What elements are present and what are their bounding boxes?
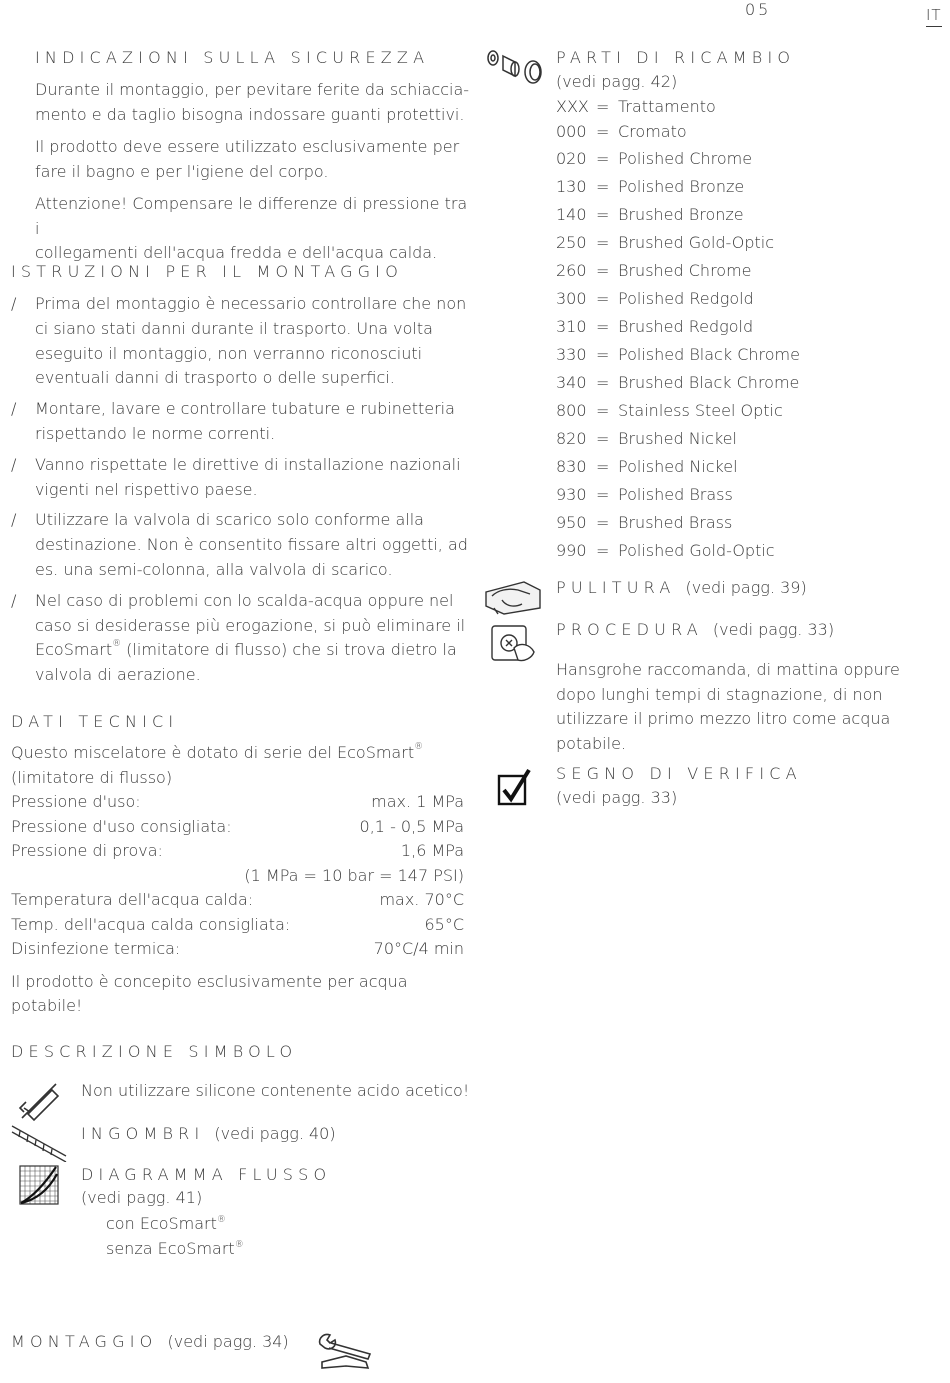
parts-code: 950 bbox=[556, 513, 587, 532]
parts-code: 250 bbox=[556, 233, 587, 252]
check-ref: (vedi pagg. 33) bbox=[556, 788, 678, 807]
parts-eq: = bbox=[596, 97, 610, 116]
montaggio-ref: (vedi pagg. 34) bbox=[167, 1332, 289, 1351]
parts-row bbox=[556, 229, 800, 257]
parts-row bbox=[556, 95, 800, 119]
assembly-item bbox=[11, 292, 471, 391]
parts-code: 330 bbox=[556, 345, 587, 364]
symbols-heading: DESCRIZIONE SIMBOLO bbox=[11, 1042, 298, 1061]
parts-name: Brushed Redgold bbox=[618, 317, 754, 336]
item-line: Montare, lavare e controllare tubature e rubinetteria bbox=[35, 399, 455, 419]
parts-name: Polished Chrome bbox=[618, 149, 753, 168]
parts-row bbox=[556, 453, 800, 481]
parts-list bbox=[556, 95, 800, 565]
tech-row bbox=[11, 888, 464, 913]
parts-name: Polished Bronze bbox=[618, 177, 745, 196]
parts-eq: = bbox=[596, 289, 610, 308]
parts-code: 300 bbox=[556, 289, 587, 308]
safety-line: Il prodotto deve essere utilizzato esclusivamente per bbox=[35, 137, 460, 156]
parts-eq: = bbox=[596, 485, 610, 504]
item-line: caso si desiderasse più erogazione, si può eliminare il bbox=[35, 615, 466, 635]
parts-eq: = bbox=[596, 345, 610, 364]
bullet-slash: / bbox=[11, 590, 17, 610]
tech-data bbox=[11, 741, 464, 1019]
parts-name: Stainless Steel Optic bbox=[618, 401, 783, 420]
assembly-item bbox=[11, 453, 471, 503]
parts-name: Polished Nickel bbox=[618, 457, 738, 476]
parts-name: Brushed Bronze bbox=[618, 205, 744, 224]
montaggio-title: MONTAGGIO bbox=[11, 1332, 158, 1351]
tech-intro: Questo miscelatore è dotato di serie del EcoSmart® bbox=[11, 742, 424, 762]
cleaning-ref: (vedi pagg. 39) bbox=[685, 578, 807, 597]
procedure-line: Hansgrohe raccomanda, di mattina oppure bbox=[556, 660, 900, 679]
item-line: Vanno rispettate le direttive di installazione nazionali bbox=[35, 454, 461, 474]
item-line: vigenti nel rispettivo paese. bbox=[35, 479, 258, 499]
parts-name: Cromato bbox=[618, 122, 687, 141]
parts-code: 020 bbox=[556, 149, 587, 168]
tech-label: Temperatura dell'acqua calda: bbox=[11, 890, 254, 909]
silicone-warning: Non utilizzare silicone contenente acido acetico! bbox=[81, 1081, 470, 1100]
tech-note: Il prodotto è concepito esclusivamente per acqua bbox=[11, 971, 408, 991]
diagram-heading: DIAGRAMMA FLUSSO bbox=[81, 1165, 332, 1184]
parts-eq: = bbox=[596, 457, 610, 476]
tech-value: 65°C bbox=[424, 914, 464, 934]
ingombri-title: INGOMBRI bbox=[81, 1124, 205, 1143]
parts-code: XXX bbox=[556, 97, 589, 116]
cleaning-hand-icon bbox=[484, 578, 544, 618]
parts-eq: = bbox=[596, 149, 610, 168]
parts-name: Brushed Chrome bbox=[618, 261, 752, 280]
parts-row bbox=[556, 425, 800, 453]
safety-line: mento e da taglio bisogna indossare guanti protettivi. bbox=[35, 104, 465, 124]
ingombri-heading bbox=[81, 1124, 336, 1143]
safety-line: fare il bagno e per l'igiene del corpo. bbox=[35, 161, 329, 181]
tech-value: 0,1 - 0,5 MPa bbox=[359, 816, 464, 836]
tech-note: potabile! bbox=[11, 996, 83, 1015]
parts-code: 000 bbox=[556, 122, 587, 141]
bullet-slash: / bbox=[11, 454, 17, 474]
item-line: valvola di aerazione. bbox=[35, 665, 201, 685]
parts-heading: PARTI DI RICAMBIO bbox=[556, 48, 796, 67]
assembly-list bbox=[11, 292, 471, 694]
procedure-heading bbox=[556, 620, 834, 639]
page-number: 05 bbox=[745, 0, 772, 19]
parts-eq: = bbox=[596, 401, 610, 420]
wrench-icon bbox=[316, 1330, 374, 1372]
assembly-heading: ISTRUZIONI PER IL MONTAGGIO bbox=[11, 262, 403, 281]
assembly-item bbox=[11, 508, 471, 582]
item-line: ci siano stati danni durante il trasporto. Una volta bbox=[35, 318, 433, 338]
parts-name: Trattamento bbox=[618, 97, 716, 116]
parts-row bbox=[556, 341, 800, 369]
parts-name: Brushed Gold-Optic bbox=[618, 233, 775, 252]
assembly-item bbox=[11, 589, 471, 688]
language-tag bbox=[926, 6, 942, 27]
tech-value: 70°C/4 min bbox=[373, 939, 464, 958]
item-line: Nel caso di problemi con lo scalda-acqua oppure nel bbox=[35, 590, 454, 610]
procedure-line: potabile. bbox=[556, 733, 626, 753]
procedure-ref: (vedi pagg. 33) bbox=[712, 620, 835, 639]
item-line: eseguito il montaggio, non verranno riconosciuti bbox=[35, 343, 423, 363]
parts-name: Brushed Brass bbox=[618, 513, 733, 532]
parts-eq: = bbox=[596, 233, 610, 252]
parts-code: 130 bbox=[556, 177, 587, 196]
parts-code: 820 bbox=[556, 429, 587, 448]
tech-row bbox=[11, 815, 464, 840]
parts-row bbox=[556, 509, 800, 537]
parts-name: Brushed Black Chrome bbox=[618, 373, 800, 392]
parts-name: Polished Brass bbox=[618, 485, 733, 504]
tech-row bbox=[11, 937, 464, 962]
item-line: EcoSmart® (limitatore di flusso) che si trova dietro la bbox=[35, 639, 457, 660]
safety-heading: INDICAZIONI SULLA SICUREZZA bbox=[35, 48, 430, 67]
parts-code: 830 bbox=[556, 457, 587, 476]
parts-eq: = bbox=[596, 261, 610, 280]
language-underline bbox=[926, 26, 942, 27]
cleaning-heading bbox=[556, 578, 807, 597]
parts-eq: = bbox=[596, 205, 610, 224]
cleaning-title: PULITURA bbox=[556, 578, 676, 597]
parts-row bbox=[556, 369, 800, 397]
ingombri-ref: (vedi pagg. 40) bbox=[214, 1124, 336, 1143]
parts-row bbox=[556, 145, 800, 173]
parts-code: 260 bbox=[556, 261, 587, 280]
parts-code: 140 bbox=[556, 205, 587, 224]
parts-eq: = bbox=[596, 541, 610, 560]
tech-row bbox=[11, 913, 464, 938]
parts-code: 340 bbox=[556, 373, 587, 392]
procedure-text bbox=[556, 658, 936, 756]
bullet-slash: / bbox=[11, 399, 17, 419]
tech-row bbox=[11, 839, 464, 864]
montaggio-heading bbox=[11, 1332, 289, 1351]
parts-code: 310 bbox=[556, 317, 587, 336]
parts-ref: (vedi pagg. 42) bbox=[556, 72, 678, 91]
procedure-hand-icon bbox=[490, 620, 538, 664]
tech-row bbox=[11, 864, 464, 889]
parts-eq: = bbox=[596, 122, 610, 141]
parts-row bbox=[556, 119, 800, 145]
parts-name: Polished Gold-Optic bbox=[618, 541, 775, 560]
parts-row bbox=[556, 397, 800, 425]
parts-eq: = bbox=[596, 429, 610, 448]
item-line: rispettando le norme correnti. bbox=[35, 423, 276, 443]
item-line: eventuali danni di trasporto o delle superfici. bbox=[35, 368, 395, 388]
parts-code: 990 bbox=[556, 541, 587, 560]
parts-eq: = bbox=[596, 317, 610, 336]
parts-row bbox=[556, 257, 800, 285]
checkmark-icon bbox=[497, 768, 531, 806]
spare-parts-icon bbox=[485, 48, 545, 88]
tech-intro: (limitatore di flusso) bbox=[11, 767, 173, 787]
parts-eq: = bbox=[596, 513, 610, 532]
tech-heading: DATI TECNICI bbox=[11, 712, 179, 731]
safety-line: collegamenti dell'acqua fredda e dell'acqua calda. bbox=[35, 243, 438, 262]
item-line: destinazione. Non è consentito fissare altri oggetti, ad bbox=[35, 535, 468, 555]
parts-row bbox=[556, 313, 800, 341]
tech-label: Pressione di prova: bbox=[11, 841, 163, 860]
procedure-line: dopo lunghi tempi di stagnazione, di non bbox=[556, 684, 883, 704]
parts-eq: = bbox=[596, 177, 610, 196]
safety-line: Attenzione! Compensare le differenze di pressione tra i bbox=[35, 194, 468, 238]
parts-code: 930 bbox=[556, 485, 587, 504]
parts-name: Brushed Nickel bbox=[618, 429, 737, 448]
parts-row bbox=[556, 201, 800, 229]
tech-label: Pressione d'uso consigliata: bbox=[11, 816, 232, 836]
diagram-without: senza EcoSmart® bbox=[106, 1239, 244, 1258]
dimensions-icon bbox=[10, 1122, 68, 1162]
tech-value: (1 MPa = 10 bar = 147 PSI) bbox=[244, 865, 464, 885]
procedure-line: utilizzare il primo mezzo litro come acqua bbox=[556, 709, 891, 728]
parts-name: Polished Black Chrome bbox=[618, 345, 800, 364]
tech-value: max. 70°C bbox=[379, 890, 464, 909]
parts-code: 800 bbox=[556, 401, 587, 420]
item-line: Prima del montaggio è necessario controllare che non bbox=[35, 294, 467, 313]
procedure-title: PROCEDURA bbox=[556, 620, 703, 639]
silicone-gun-icon bbox=[16, 1078, 62, 1122]
tech-label: Temp. dell'acqua calda consigliata: bbox=[11, 914, 291, 934]
parts-row bbox=[556, 481, 800, 509]
safety-line: Durante il montaggio, per pevitare ferite da schiaccia- bbox=[35, 80, 470, 99]
parts-eq: = bbox=[596, 373, 610, 392]
language-label: IT bbox=[926, 6, 942, 24]
parts-row bbox=[556, 537, 800, 565]
diagram-ref: (vedi pagg. 41) bbox=[81, 1188, 203, 1207]
safety-text bbox=[35, 78, 475, 266]
diagram-with: con EcoSmart® bbox=[106, 1214, 226, 1233]
assembly-item bbox=[11, 397, 471, 447]
parts-row bbox=[556, 173, 800, 201]
tech-label: Pressione d'uso: bbox=[11, 792, 141, 811]
check-heading: SEGNO DI VERIFICA bbox=[556, 764, 802, 783]
tech-value: max. 1 MPa bbox=[371, 792, 464, 811]
item-line: es. una semi-colonna, alla valvola di scarico. bbox=[35, 559, 393, 579]
tech-value: 1,6 MPa bbox=[400, 841, 464, 860]
tech-label: Disinfezione termica: bbox=[11, 939, 181, 958]
flow-diagram-icon bbox=[18, 1164, 60, 1206]
parts-name: Polished Redgold bbox=[618, 289, 754, 308]
item-line: Utilizzare la valvola di scarico solo conforme alla bbox=[35, 510, 424, 530]
bullet-slash: / bbox=[11, 294, 17, 313]
bullet-slash: / bbox=[11, 510, 17, 530]
tech-row bbox=[11, 790, 464, 815]
parts-row bbox=[556, 285, 800, 313]
